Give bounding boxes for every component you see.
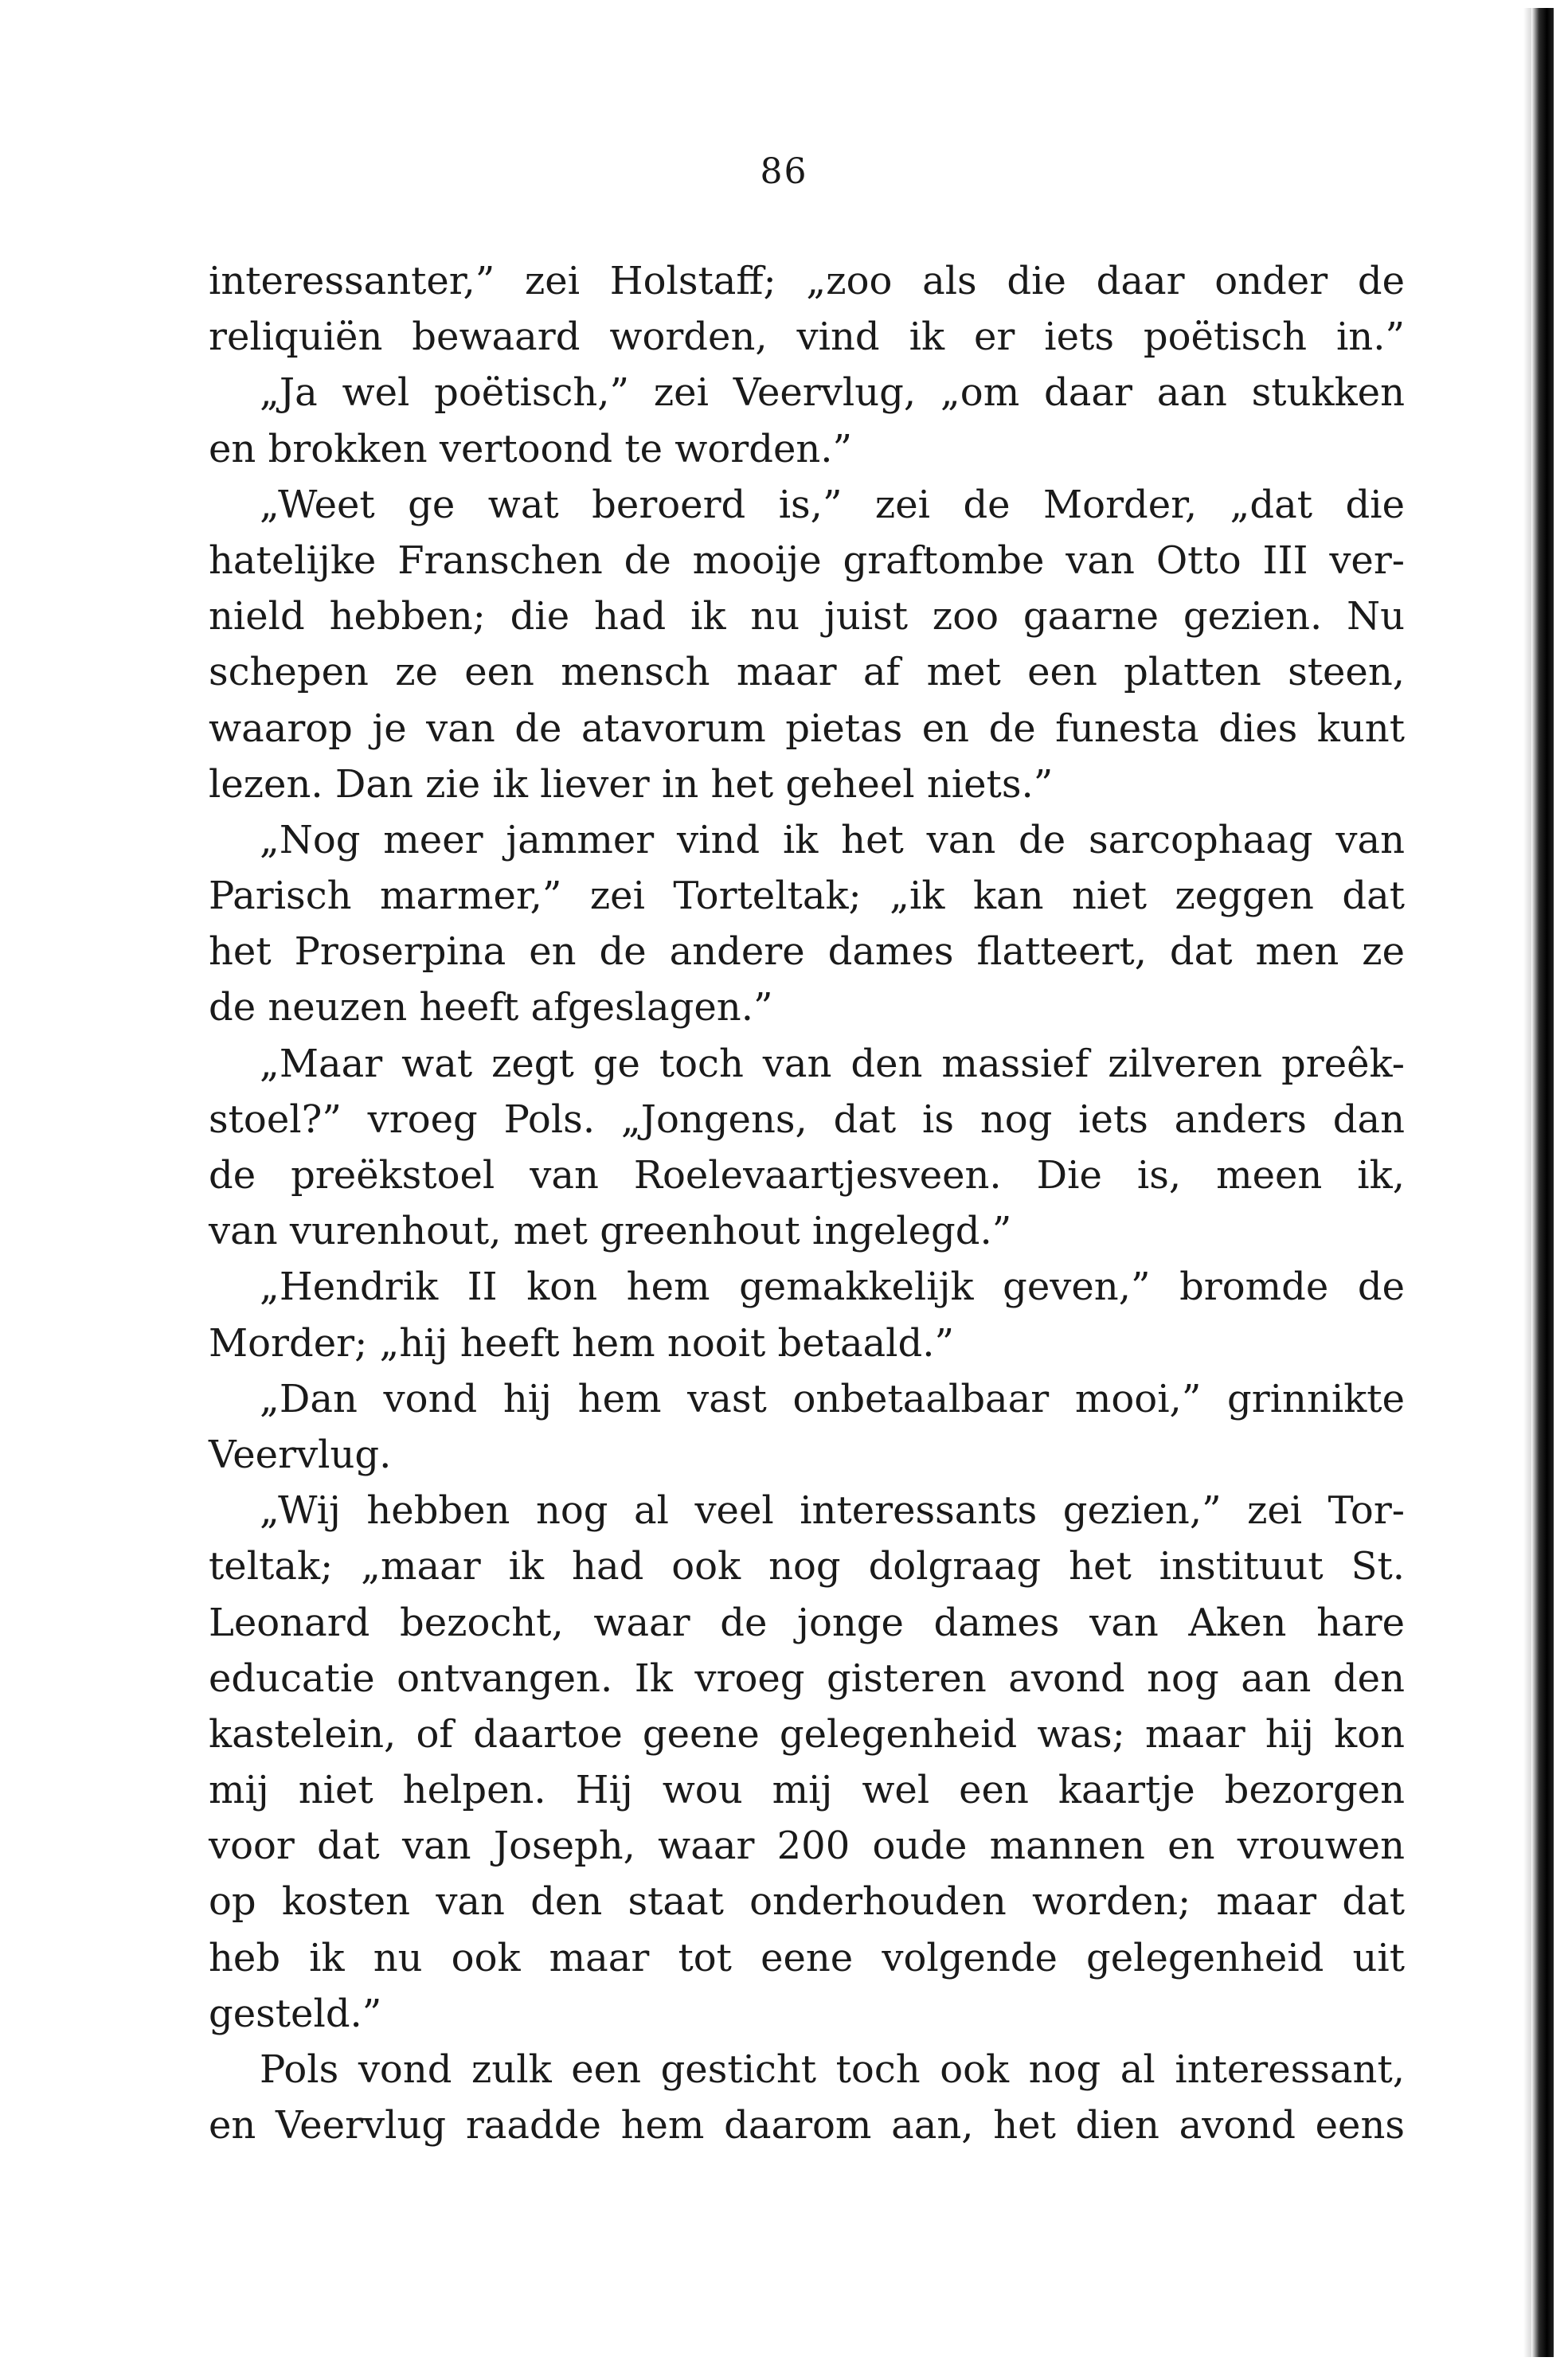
text-line: educatie ontvangen. Ik vroeg gisteren avond nog aan den (209, 1656, 1405, 1701)
text-line: „Hendrik II kon hem gemakkelijk geven,” bromde de (260, 1265, 1405, 1310)
page-number: 86 (760, 151, 808, 192)
text-line: interessanter,” zei Holstaff; „zoo als die daar onder de (209, 259, 1405, 303)
page-edge-shadow (1523, 8, 1531, 2357)
text-line: Parisch marmer,” zei Torteltak; „ik kan niet zeggen dat (209, 874, 1405, 919)
text-line: mij niet helpen. Hij wou mij wel een kaartje bezorgen (209, 1768, 1405, 1813)
text-line: „Ja wel poëtisch,” zei Veervlug, „om daar aan stukken (260, 370, 1405, 416)
text-line: „Wij hebben nog al veel interessants gezien,” zei Tor- (260, 1488, 1405, 1534)
text-line: het Proserpina en de andere dames flatteert, dat men ze (209, 929, 1405, 975)
text-line: de neuzen heeft afgeslagen.” (209, 985, 773, 1030)
text-line: Leonard bezocht, waar de jonge dames van Aken hare (209, 1600, 1405, 1645)
text-line: „Maar wat zegt ge toch van den massief zilveren preêk- (260, 1041, 1405, 1086)
text-line: nield hebben; die had ik nu juist zoo gaarne gezien. Nu (209, 594, 1405, 639)
text-line: voor dat van Joseph, waar 200 oude mannen en vrouwen (209, 1824, 1405, 1869)
text-line: heb ik nu ook maar tot eene volgende gelegenheid uit (209, 1935, 1405, 1980)
text-line: en Veervlug raadde hem daarom aan, het dien avond eens (209, 2103, 1405, 2148)
text-line: op kosten van den staat onderhouden worden; maar dat (209, 1879, 1405, 1925)
text-line: teltak; „maar ik had ook nog dolgraag het instituut St. (209, 1544, 1405, 1589)
text-line: stoel?” vroeg Pols. „Jongens, dat is nog iets anders dan (209, 1097, 1405, 1142)
text-line: Morder; „hij heeft hem nooit betaald.” (209, 1320, 955, 1366)
text-line: reliquiën bewaard worden, vind ik er iets poëtisch in.” (209, 315, 1405, 360)
text-line: kastelein, of daartoe geene gelegenheid was; maar hij kon (209, 1711, 1405, 1757)
text-line: „Weet ge wat beroerd is,” zei de Morder, „dat die (260, 482, 1405, 527)
text-line: „Nog meer jammer vind ik het van de sarcophaag van (260, 817, 1405, 862)
text-line: schepen ze een mensch maar af met een platten steen, (209, 650, 1405, 695)
text-line: de preëkstoel van Roelevaartjesveen. Die is, meen ik, (209, 1153, 1405, 1198)
text-line: Veervlug. (209, 1432, 392, 1477)
body-text (209, 253, 1405, 2153)
text-line: en brokken vertoond te worden.” (209, 426, 853, 471)
text-line: Pols vond zulk een gesticht toch ook nog al interessant, (260, 2047, 1405, 2092)
text-line: hatelijke Franschen de mooije graftombe van Otto III ver- (209, 538, 1405, 583)
text-line: gesteld.” (209, 1991, 382, 2036)
text-line: lezen. Dan zie ik liever in het geheel niets.” (209, 761, 1054, 807)
text-line: van vurenhout, met greenhout ingelegd.” (209, 1209, 1012, 1254)
text-line: „Dan vond hij hem vast onbetaalbaar mooi,” grinnikte (260, 1376, 1405, 1421)
page-edge-binding (1531, 8, 1554, 2357)
text-line: waarop je van de atavorum pietas en de funesta dies kunt (209, 706, 1405, 751)
